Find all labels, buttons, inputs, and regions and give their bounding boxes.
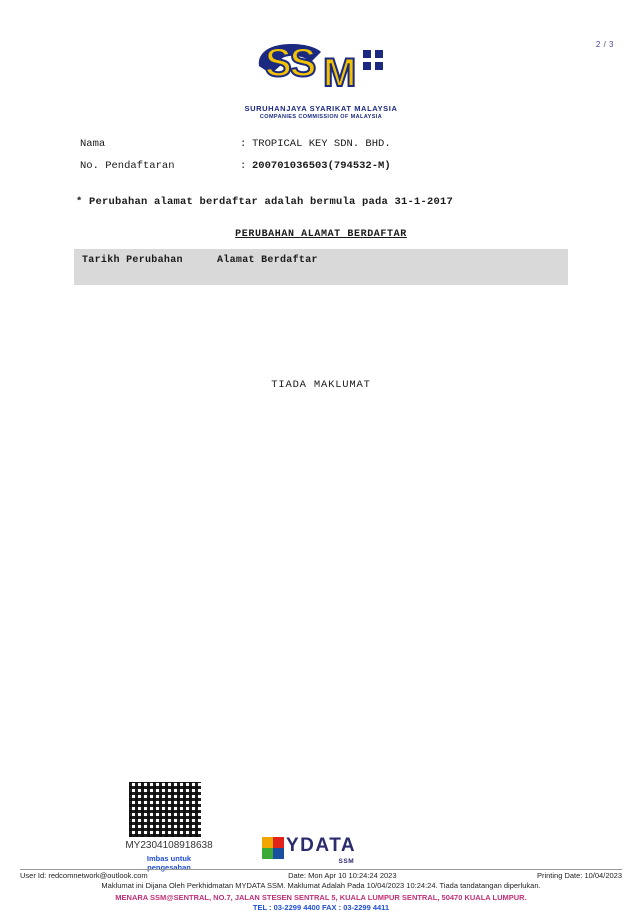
logo-authority-ms: SURUHANJAYA SYARIKAT MALAYSIA: [244, 104, 398, 113]
svg-text:M: M: [323, 51, 357, 95]
svg-text:SS: SS: [265, 41, 315, 85]
qr-code: [129, 782, 207, 840]
field-colon: :: [240, 138, 247, 150]
footer-date: Date: Mon Apr 10 10:24:24 2023: [288, 871, 397, 880]
field-label-no-pendaftaran: No. Pendaftaran: [80, 160, 175, 172]
field-row: [80, 155, 560, 177]
mydata-subtext: SSM: [338, 858, 355, 865]
section-title: [0, 229, 642, 240]
footer-address: MENARA SSM@SENTRAL, NO.7, JALAN STESEN SENTRAL 5, KUALA LUMPUR SENTRAL, 50470 KUALA LUMPUR.: [115, 893, 527, 902]
table-column-alamat-berdaftar: Alamat Berdaftar: [217, 255, 318, 266]
address-change-note: * Perubahan alamat berdaftar adalah bermula pada 31-1-2017: [76, 196, 454, 208]
footer-user-id: User Id: redcomnetwork@outlook.com: [20, 871, 148, 880]
footer-divider: [20, 869, 622, 870]
logo-authority-en: COMPANIES COMMISSION OF MALAYSIA: [259, 114, 383, 120]
page-number: 2 / 3: [595, 40, 614, 49]
ssm-logo-block: [0, 36, 642, 120]
field-value-no-pendaftaran: 200701036503(794532-M): [252, 160, 391, 172]
ssm-logo-icon: [251, 36, 391, 98]
company-fields: [80, 133, 560, 177]
footer-meta-row: [20, 871, 622, 880]
table-empty-message: TIADA MAKLUMAT: [271, 379, 371, 391]
mydata-squares-icon: [262, 837, 284, 859]
footer-phone: TEL : 03-2299 4400 FAX : 03-2299 4411: [252, 903, 390, 912]
footer-printing-date: Printing Date: 10/04/2023: [536, 871, 622, 880]
field-label-nama: Nama: [80, 138, 106, 150]
field-colon: :: [240, 160, 247, 172]
qr-code-id: MY2304108918638: [125, 840, 213, 851]
scan-verify-text: Imbas untuk pengesahan: [146, 854, 192, 872]
table-header-row: [82, 255, 318, 266]
field-value-nama: TROPICAL KEY SDN. BHD.: [252, 138, 391, 150]
qr-code-image: [129, 782, 201, 837]
table-column-tarikh-perubahan: Tarikh Perubahan: [82, 255, 183, 266]
mydata-wordmark: YDATA: [286, 835, 357, 856]
section-title-text: PERUBAHAN ALAMAT BERDAFTAR: [235, 229, 407, 240]
mydata-logo: [262, 836, 356, 866]
footer-disclaimer: Maklumat ini Dijana Oleh Perkhidmatan MYDATA SSM. Maklumat Adalah Pada 10/04/2023 10:24:24. Tiada tandatangan diperlukan.: [101, 881, 541, 890]
field-row: [80, 133, 560, 155]
